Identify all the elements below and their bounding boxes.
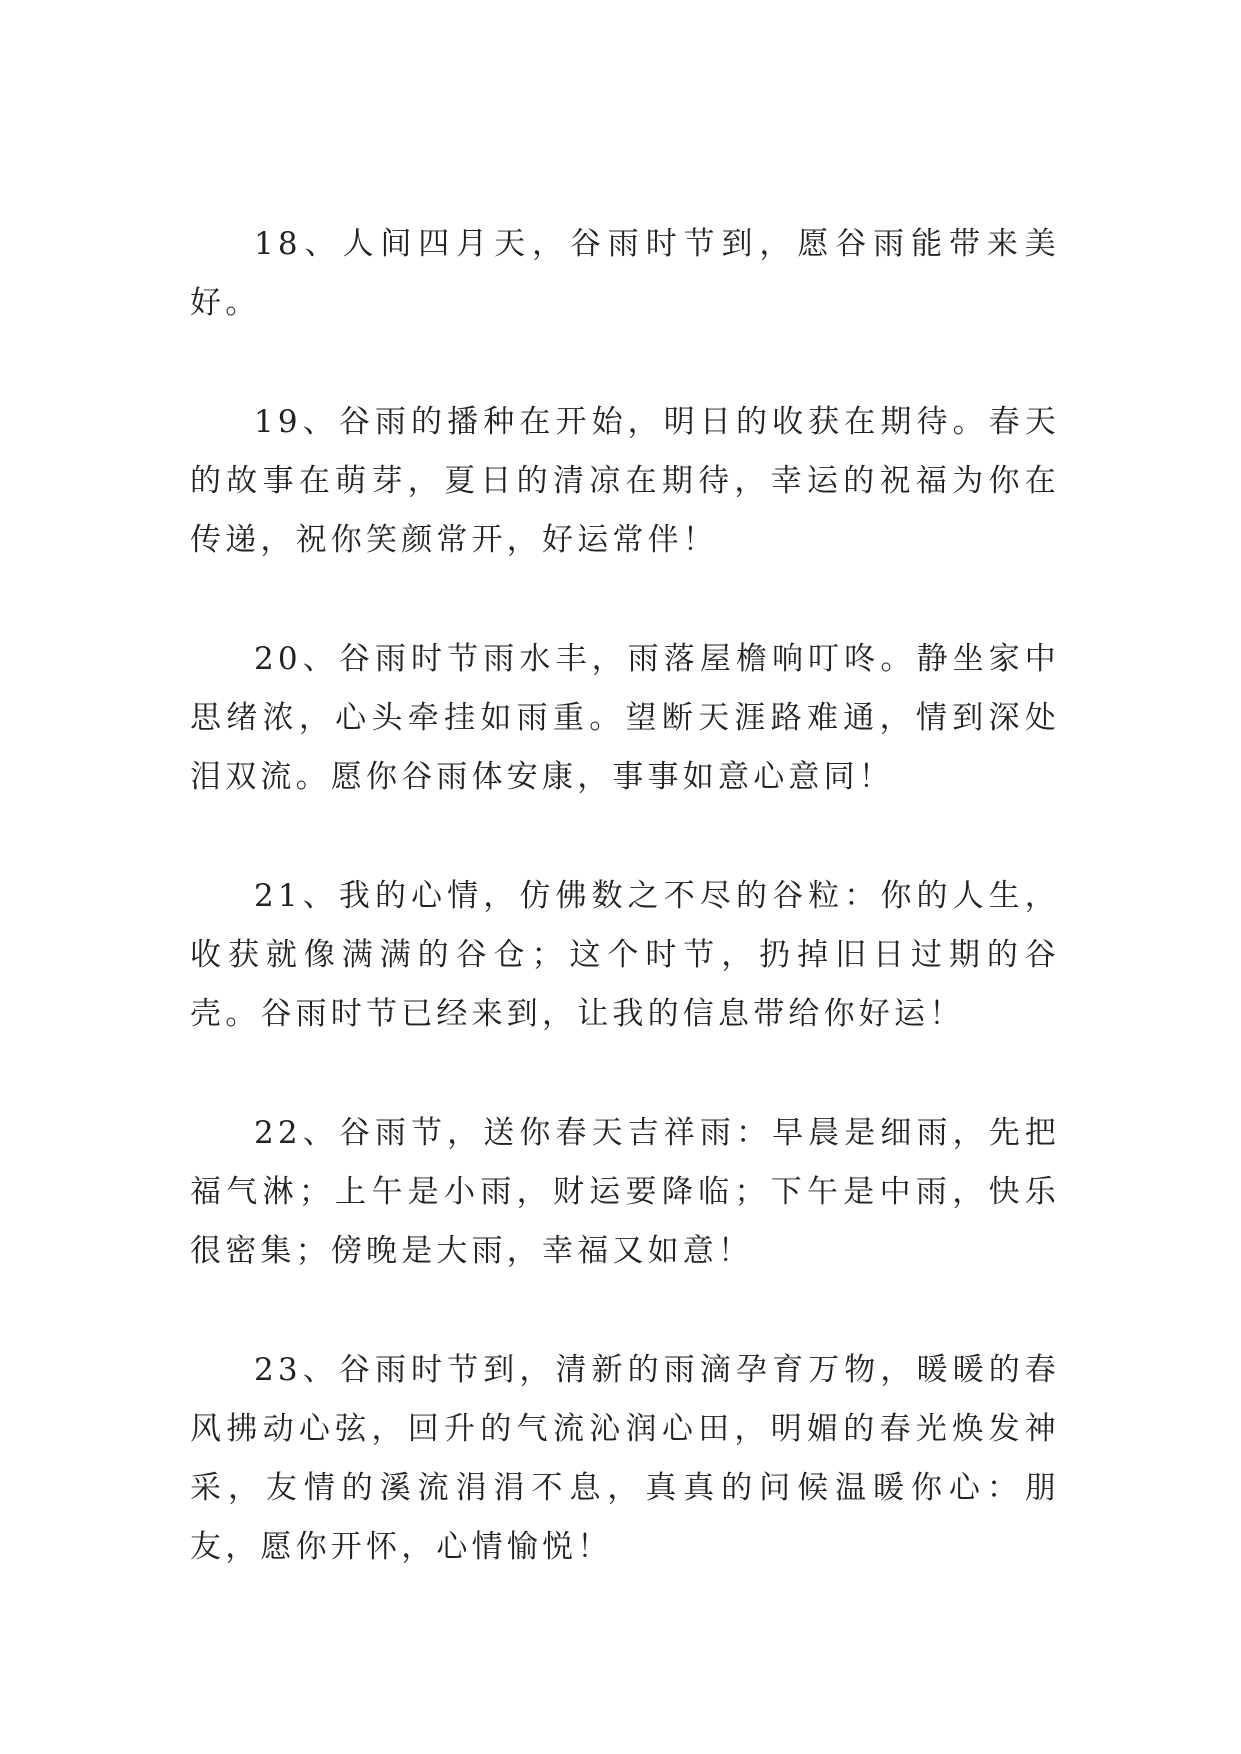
paragraph-23: 23、谷雨时节到，清新的雨滴孕育万物，暖暖的春风拂动心弦，回升的气流沁润心田，明媚的春光焕发神采，友情的溪流涓涓不息，真真的问候温暖你心：朋友，愿你开怀，心情愉悦！ (190, 1352, 1060, 1565)
paragraph-20: 20、谷雨时节雨水丰，雨落屋檐响叮咚。静坐家中思绪浓，心头牵挂如雨重。望断天涯路难通，情到深处泪双流。愿你谷雨体安康，事事如意心意同！ (190, 641, 1060, 795)
document-body (190, 215, 1060, 1637)
paragraph-18: 18、人间四月天，谷雨时节到，愿谷雨能带来美好。 (190, 226, 1060, 321)
paragraph-21: 21、我的心情，仿佛数之不尽的谷粒：你的人生，收获就像满满的谷仓；这个时节，扔掉旧日过期的谷壳。谷雨时节已经来到，让我的信息带给你好运！ (190, 878, 1060, 1032)
paragraph-22: 22、谷雨节，送你春天吉祥雨：早晨是细雨，先把福气淋；上午是小雨，财运要降临；下午是中雨，快乐很密集；傍晚是大雨，幸福又如意！ (190, 1115, 1060, 1269)
paragraph-19: 19、谷雨的播种在开始，明日的收获在期待。春天的故事在萌芽，夏日的清凉在期待，幸运的祝福为你在传递，祝你笑颜常开，好运常伴！ (190, 404, 1060, 558)
